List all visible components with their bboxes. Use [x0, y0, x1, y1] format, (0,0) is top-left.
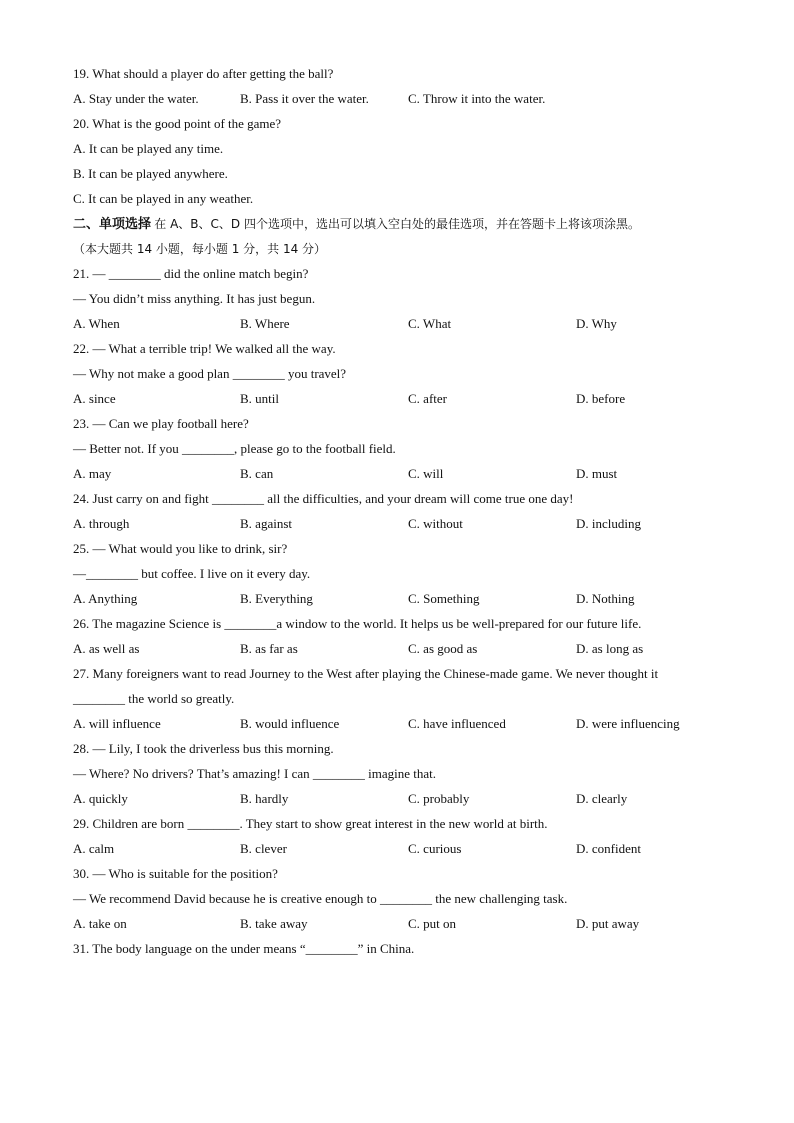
q29-option-a: A. calm [73, 841, 115, 856]
q28-option-d: D. clearly [576, 791, 628, 806]
q28-option-a: A. quickly [73, 791, 128, 806]
question-23-line-1: 23. — Can we play football here? [73, 416, 249, 431]
question-25-line-2: —________ but coffee. I live on it every day. [73, 566, 311, 581]
question-25-line-1: 25. — What would you like to drink, sir? [73, 541, 288, 556]
question-23-line-2: — Better not. If you ________, please go to the football field. [73, 441, 396, 456]
q27-option-d: D. were influencing [576, 716, 680, 731]
question-22-line-1: 22. — What a terrible trip! We walked all the way. [73, 341, 336, 356]
q19-option-c: C. Throw it into the water. [408, 91, 546, 106]
question-28-line-1: 28. — Lily, I took the driverless bus this morning. [73, 741, 334, 756]
q19-option-b: B. Pass it over the water. [240, 91, 369, 106]
section-2-instruction: 在 A、B、C、D 四个选项中，选出可以填入空白处的最佳选项，并在答题卡上将该项涂黑。 [154, 217, 640, 231]
section-2-note: （本大题共 14 小题，每小题 1 分，共 14 分） [73, 242, 327, 256]
section-2-header [73, 215, 640, 234]
q26-option-c: C. as good as [408, 641, 478, 656]
q26-option-a: A. as well as [73, 641, 140, 656]
q23-option-d: D. must [576, 466, 618, 481]
question-19-stem: 19. What should a player do after getting the ball? [73, 66, 334, 81]
q30-option-d: D. put away [576, 916, 640, 931]
q21-option-d: D. Why [576, 316, 617, 331]
question-22-line-2: — Why not make a good plan ________ you travel? [73, 366, 347, 381]
question-30-line-2: — We recommend David because he is creative enough to ________ the new challenging task. [73, 891, 568, 906]
q22-option-b: B. until [240, 391, 280, 406]
q21-option-a: A. When [73, 316, 120, 331]
question-27-line-1: 27. Many foreigners want to read Journey to the West after playing the Chinese-made game. We never thought it [73, 666, 659, 681]
section-2-title: 二、单项选择 [73, 217, 152, 232]
q22-option-c: C. after [408, 391, 447, 406]
q23-option-c: C. will [408, 466, 444, 481]
question-31-line-1: 31. The body language on the under means “________” in China. [73, 941, 415, 956]
q23-option-b: B. can [240, 466, 274, 481]
q25-option-c: C. Something [408, 591, 480, 606]
q20-option-b: B. It can be played anywhere. [73, 166, 228, 181]
q29-option-c: C. curious [408, 841, 462, 856]
q20-option-c: C. It can be played in any weather. [73, 191, 254, 206]
q26-option-d: D. as long as [576, 641, 644, 656]
q22-option-d: D. before [576, 391, 626, 406]
q24-option-a: A. through [73, 516, 130, 531]
q28-option-b: B. hardly [240, 791, 289, 806]
question-28-line-2: — Where? No drivers? That’s amazing! I can ________ imagine that. [73, 766, 437, 781]
q27-option-b: B. would influence [240, 716, 340, 731]
q30-option-a: A. take on [73, 916, 127, 931]
question-24-line-1: 24. Just carry on and fight ________ all the difficulties, and your dream will come true one day! [73, 491, 574, 506]
q29-option-d: D. confident [576, 841, 641, 856]
question-30-line-1: 30. — Who is suitable for the position? [73, 866, 278, 881]
q25-option-b: B. Everything [240, 591, 313, 606]
q21-option-c: C. What [408, 316, 452, 331]
q28-option-c: C. probably [408, 791, 470, 806]
q24-option-d: D. including [576, 516, 641, 531]
q24-option-c: C. without [408, 516, 463, 531]
q26-option-b: B. as far as [240, 641, 298, 656]
q23-option-a: A. may [73, 466, 112, 481]
question-27-line-2: ________ the world so greatly. [73, 691, 235, 706]
q24-option-b: B. against [240, 516, 292, 531]
q19-option-a: A. Stay under the water. [73, 91, 199, 106]
q30-option-b: B. take away [240, 916, 308, 931]
question-21-line-1: 21. — ________ did the online match begin? [73, 266, 309, 281]
q22-option-a: A. since [73, 391, 116, 406]
question-26-line-1: 26. The magazine Science is ________a window to the world. It helps us be well-prepared for our future life. [73, 616, 642, 631]
q21-option-b: B. Where [240, 316, 290, 331]
q20-option-a: A. It can be played any time. [73, 141, 224, 156]
q30-option-c: C. put on [408, 916, 457, 931]
question-20-stem: 20. What is the good point of the game? [73, 116, 282, 131]
q27-option-a: A. will influence [73, 716, 161, 731]
question-29-line-1: 29. Children are born ________. They start to show great interest in the new world at birth. [73, 816, 548, 831]
q25-option-a: A. Anything [73, 591, 138, 606]
question-21-line-2: — You didn’t miss anything. It has just begun. [73, 291, 316, 306]
q27-option-c: C. have influenced [408, 716, 506, 731]
q25-option-d: D. Nothing [576, 591, 635, 606]
q29-option-b: B. clever [240, 841, 287, 856]
